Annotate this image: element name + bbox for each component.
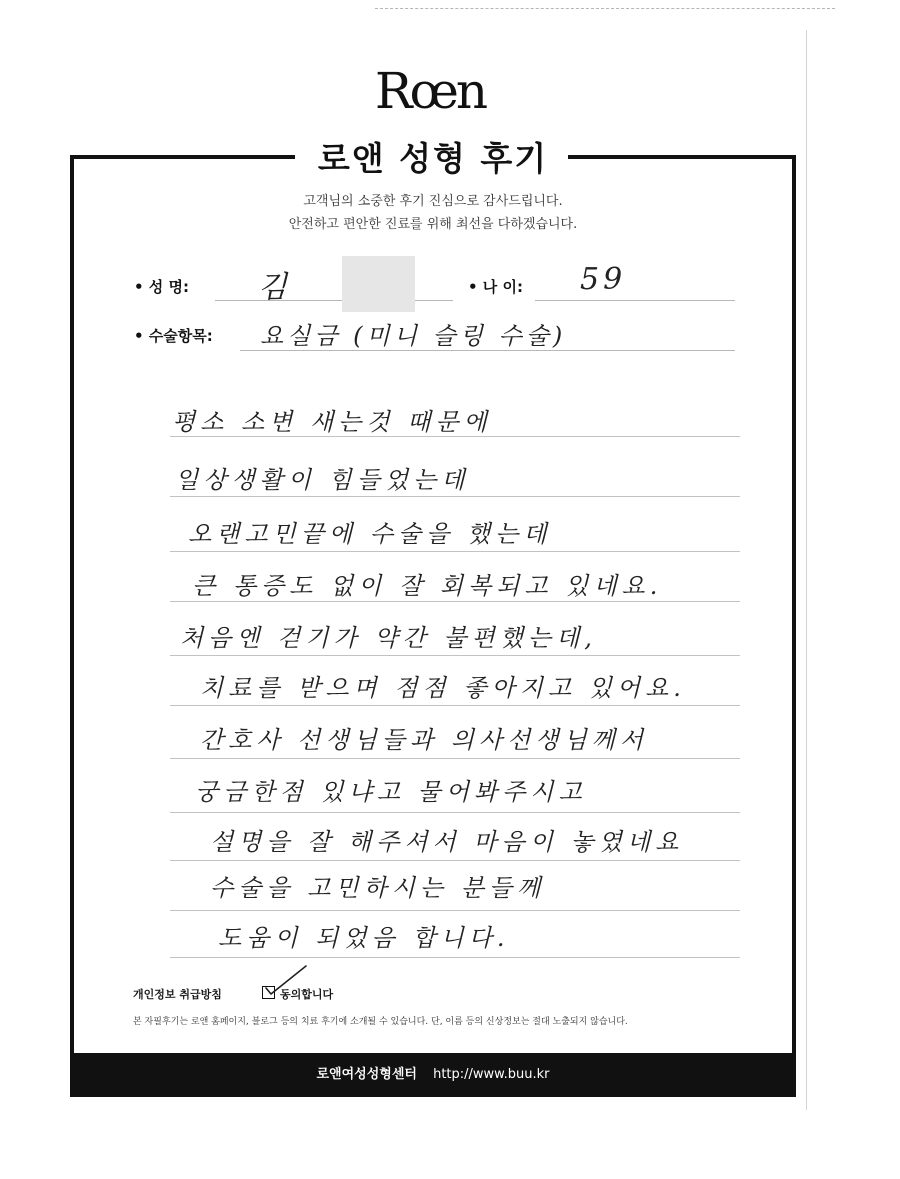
age-value: 59 <box>580 262 627 297</box>
review-line: 치료를 받으며 점점 좋아지고 있어요. <box>200 674 686 702</box>
ruled-line <box>170 758 740 759</box>
ruled-line <box>170 655 740 656</box>
intro-line-2: 안전하고 편안한 진료를 위해 최선을 다하겠습니다. <box>288 217 578 232</box>
age-label: • 나 이: <box>468 278 524 296</box>
name-value: 김 <box>258 270 291 305</box>
clinic-name: 로앤여성성형센터 <box>316 1067 417 1082</box>
review-line: 평소 소변 새는것 때문에 <box>172 408 492 436</box>
brand-logo: Rœn <box>374 62 486 120</box>
consent-agree-label: 동의합니다 <box>280 988 334 1001</box>
redaction-block <box>342 256 415 312</box>
age-underline <box>535 300 735 301</box>
review-line: 오랜고민끝에 수술을 했는데 <box>188 520 552 548</box>
form-title: 로앤 성형 후기 <box>317 139 549 178</box>
disclaimer-text: 본 자필후기는 로앤 홈페이지, 블로그 등의 치료 후기에 소개될 수 있습니다. 단, 이름 등의 신상정보는 절대 노출되지 않습니다. <box>133 1017 628 1027</box>
review-line: 도움이 되었음 합니다. <box>218 924 510 952</box>
review-line: 설명을 잘 해주셔서 마음이 놓였네요 <box>210 828 684 856</box>
ruled-line <box>170 812 740 813</box>
review-line: 간호사 선생님들과 의사선생님께서 <box>200 726 649 754</box>
ruled-line <box>170 551 740 552</box>
ruled-line <box>170 601 740 602</box>
scan-edge-line <box>375 8 835 9</box>
ruled-line <box>170 860 740 861</box>
name-label: • 성 명: <box>134 278 190 296</box>
review-line: 궁금한점 있냐고 물어봐주시고 <box>195 778 587 806</box>
review-line: 수술을 고민하시는 분들께 <box>210 874 546 902</box>
procedure-value: 요실금 (미니 슬링 수술) <box>260 322 567 350</box>
review-line: 일상생활이 힘들었는데 <box>175 466 470 494</box>
intro-line-1: 고객님의 소중한 후기 진심으로 감사드립니다. <box>303 194 563 209</box>
ruled-line <box>170 705 740 706</box>
footer-bar <box>70 1053 796 1097</box>
review-line: 처음엔 걷기가 약간 불편했는데, <box>180 624 597 652</box>
ruled-line <box>170 910 740 911</box>
procedure-label: • 수술항목: <box>134 327 213 345</box>
review-line: 큰 통증도 없이 잘 회복되고 있네요. <box>192 572 663 600</box>
privacy-policy-label: 개인정보 취급방침 <box>133 988 222 1001</box>
website-link[interactable]: http://www.buu.kr <box>433 1067 550 1082</box>
ruled-line <box>170 496 740 497</box>
ruled-line <box>170 957 740 958</box>
name-underline <box>215 300 453 301</box>
